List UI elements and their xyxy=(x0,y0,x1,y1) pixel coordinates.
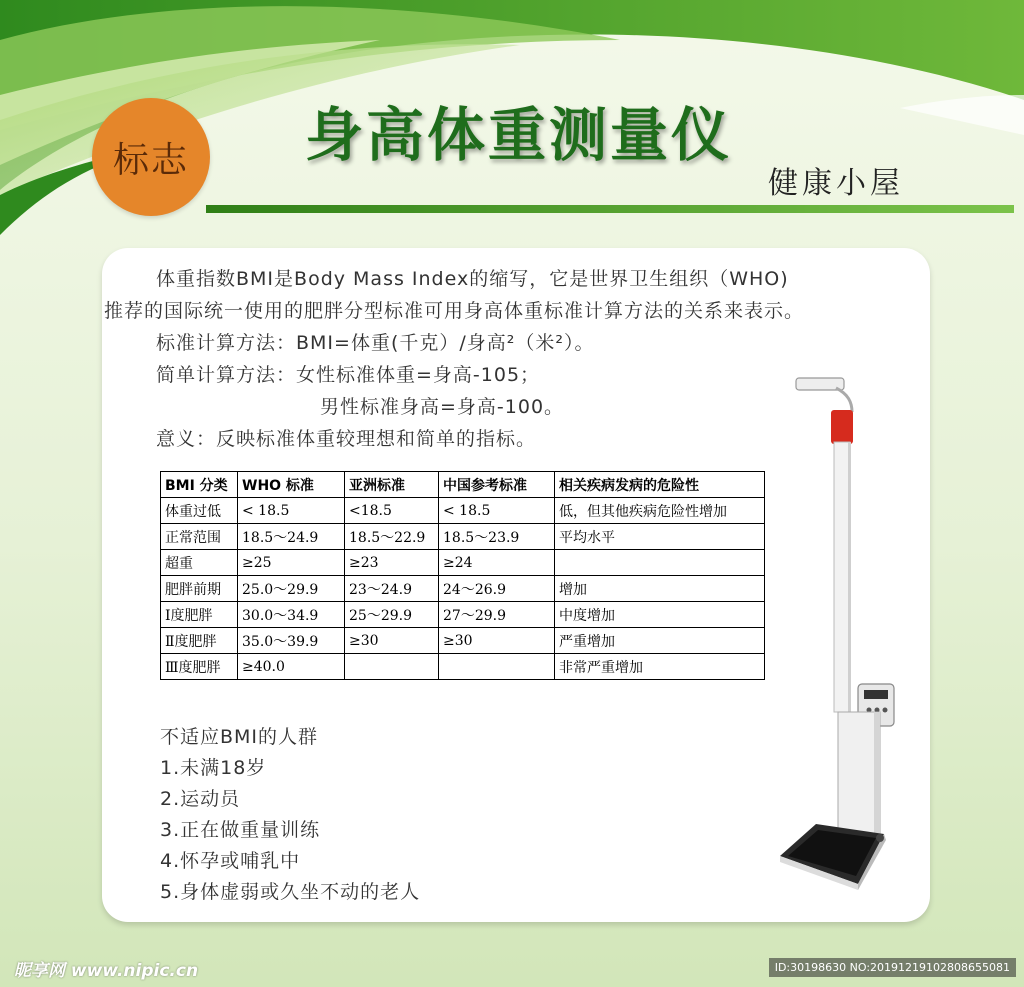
unsuited-groups xyxy=(160,722,420,908)
intro-line: 标准计算方法：BMI=体重(千克）/身高²（米²）。 xyxy=(156,332,595,354)
table-cell xyxy=(345,654,439,680)
list-item: 3.正在做重量训练 xyxy=(160,819,321,841)
intro-line: 体重指数BMI是Body Mass Index的缩写，它是世界卫生组织（WHO) xyxy=(156,268,789,290)
table-cell: ≥40.0 xyxy=(238,654,345,680)
table-cell: < 18.5 xyxy=(439,498,555,524)
table-cell: 25～29.9 xyxy=(345,602,439,628)
intro-line: 简单计算方法：女性标准体重=身高-105； xyxy=(156,364,541,386)
table-cell: 18.5～23.9 xyxy=(439,524,555,550)
table-cell: ≥23 xyxy=(345,550,439,576)
intro-line: 意义：反映标准体重较理想和简单的指标。 xyxy=(156,428,537,450)
table-row xyxy=(161,654,765,680)
table-cell: 非常严重增加 xyxy=(555,654,765,680)
table-cell: 平均水平 xyxy=(555,524,765,550)
table-cell: < 18.5 xyxy=(238,498,345,524)
unsuited-heading: 不适应BMI的人群 xyxy=(160,726,319,748)
table-cell: 体重过低 xyxy=(161,498,238,524)
list-item: 4.怀孕或哺乳中 xyxy=(160,850,301,872)
table-row xyxy=(161,498,765,524)
table-cell: 24～26.9 xyxy=(439,576,555,602)
table-cell: 超重 xyxy=(161,550,238,576)
badge-logo xyxy=(92,98,210,216)
table-row xyxy=(161,628,765,654)
table-row xyxy=(161,550,765,576)
table-cell: 中度增加 xyxy=(555,602,765,628)
table-cell: 增加 xyxy=(555,576,765,602)
column-header: BMI 分类 xyxy=(161,472,238,498)
table-cell: ≥30 xyxy=(345,628,439,654)
page-title: 身高体重测量仪 xyxy=(305,101,733,169)
table-cell: <18.5 xyxy=(345,498,439,524)
table-cell: 25.0～29.9 xyxy=(238,576,345,602)
intro-line: 男性标准身高=身高-100。 xyxy=(320,396,565,418)
table-cell: ≥25 xyxy=(238,550,345,576)
bmi-table xyxy=(160,471,765,680)
table-cell: 低，但其他疾病危险性增加 xyxy=(555,498,765,524)
table-cell: 正常范围 xyxy=(161,524,238,550)
table-cell: 18.5～22.9 xyxy=(345,524,439,550)
column-header: 亚洲标准 xyxy=(345,472,439,498)
table-cell: 18.5～24.9 xyxy=(238,524,345,550)
table-cell: ≥24 xyxy=(439,550,555,576)
column-header: 中国参考标准 xyxy=(439,472,555,498)
page-subtitle: 健康小屋 xyxy=(768,166,904,201)
list-item: 1.未满18岁 xyxy=(160,757,267,779)
table-cell: Ⅲ度肥胖 xyxy=(161,654,238,680)
table-header-row xyxy=(161,472,765,498)
table-cell xyxy=(555,550,765,576)
column-header: 相关疾病发病的危险性 xyxy=(555,472,765,498)
table-cell: 30.0～34.9 xyxy=(238,602,345,628)
nipic-watermark: 昵享网 www.nipic.cn xyxy=(14,961,199,981)
table-row xyxy=(161,576,765,602)
table-row xyxy=(161,524,765,550)
table-row xyxy=(161,602,765,628)
table-cell xyxy=(439,654,555,680)
table-cell: 35.0～39.9 xyxy=(238,628,345,654)
table-cell: 23～24.9 xyxy=(345,576,439,602)
height-weight-scale-image xyxy=(776,372,900,890)
intro-line: 推荐的国际统一使用的肥胖分型标准可用身高体重标准计算方法的关系来表示。 xyxy=(104,300,805,322)
table-cell: 肥胖前期 xyxy=(161,576,238,602)
column-header: WHO 标准 xyxy=(238,472,345,498)
image-serial: ID:30198630 NO:20191219102808655081 xyxy=(769,958,1016,977)
badge-label: 标志 xyxy=(112,139,189,181)
table-cell: Ⅱ度肥胖 xyxy=(161,628,238,654)
list-item: 2.运动员 xyxy=(160,788,241,810)
table-cell: 严重增加 xyxy=(555,628,765,654)
title-divider xyxy=(206,205,1014,213)
table-cell: Ⅰ度肥胖 xyxy=(161,602,238,628)
list-item: 5.身体虚弱或久坐不动的老人 xyxy=(160,881,421,903)
table-cell: ≥30 xyxy=(439,628,555,654)
table-cell: 27～29.9 xyxy=(439,602,555,628)
